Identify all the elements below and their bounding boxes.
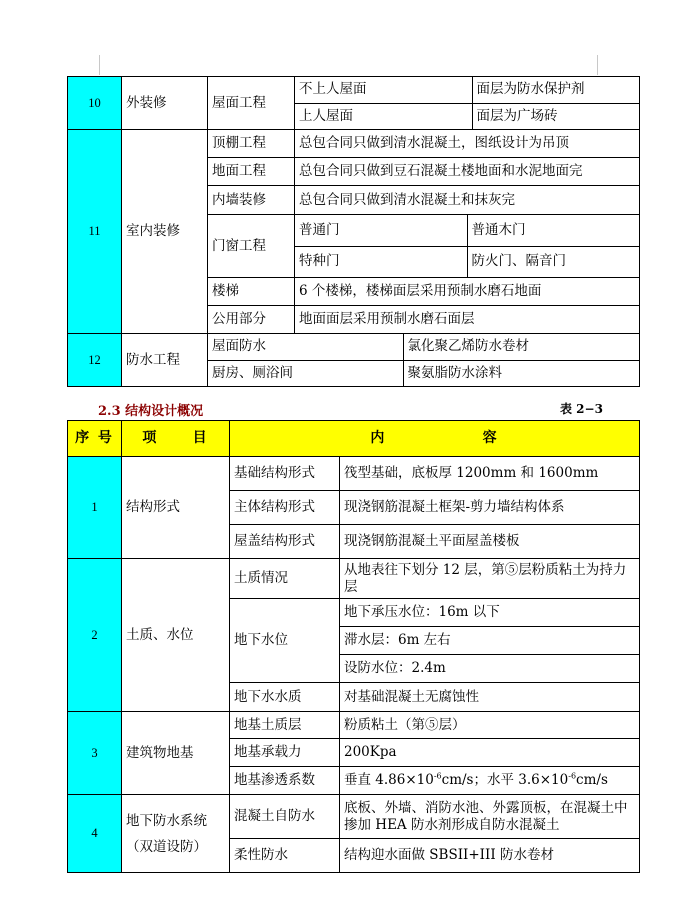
table-number: 表 2−3 <box>560 402 603 416</box>
content-cell: 现浇钢筋混凝土平面屋盖楼板 <box>340 525 640 559</box>
item-label: 结构形式 <box>122 457 230 559</box>
sub-item-label: 地基渗透系数 <box>230 767 340 795</box>
content-cell: 对基础混凝土无腐蚀性 <box>340 683 640 712</box>
sub-item-label: 地基土质层 <box>230 712 340 739</box>
sub-item-label: 地基承载力 <box>230 739 340 767</box>
content-cell: 200Kpa <box>340 739 640 767</box>
structure-table <box>67 420 640 873</box>
sub-item-label: 土质情况 <box>230 559 340 599</box>
content-cell: 不上人屋面 <box>295 77 472 103</box>
margin-mark-right <box>597 55 598 75</box>
sub-item-label: 地面工程 <box>208 158 295 186</box>
content-cell: 普通门 <box>295 215 467 246</box>
content-cell: 地下承压水位：16m 以下 <box>340 599 640 627</box>
content-cell: 特种门 <box>295 246 467 277</box>
content-cell: 地面面层采用预制水磨石面层 <box>295 306 640 334</box>
content-cell: 结构迎水面做 SBSII+III 防水卷材 <box>340 839 640 873</box>
item-label-line2: （双道设防） <box>126 838 207 855</box>
content-cell: 设防水位：2.4m <box>340 655 640 683</box>
row-number: 2 <box>68 559 122 712</box>
section-caption: 2.3 结构设计概况 <box>98 404 204 419</box>
item-label: 防水工程 <box>122 334 208 387</box>
row-number: 10 <box>68 77 122 130</box>
sub-item-label: 内墙装修 <box>208 186 295 215</box>
content-cell: 总包合同只做到清水混凝土和抹灰完 <box>295 186 640 215</box>
row-number: 11 <box>68 130 122 334</box>
sub-item-label: 顶棚工程 <box>208 130 295 158</box>
content-cell: 上人屋面 <box>295 103 472 129</box>
content-cell: 筏型基础，底板厚 1200mm 和 1600mm <box>340 457 640 491</box>
item-label: 室内装修 <box>122 130 208 334</box>
header-item: 项 目 <box>122 421 230 457</box>
item-label: 建筑物地基 <box>122 712 230 795</box>
content-cell: 总包合同只做到清水混凝土，图纸设计为吊顶 <box>295 130 640 158</box>
sub-item-label: 基础结构形式 <box>230 457 340 491</box>
sub-item-label: 门窗工程 <box>208 215 295 278</box>
margin-mark-left <box>99 55 100 75</box>
content-cell: 从地表往下划分 12 层，第⑤层粉质粘土为持力层 <box>340 559 640 599</box>
content-cell: 聚氨脂防水涂料 <box>403 360 639 386</box>
sub-item-label: 屋盖结构形式 <box>230 525 340 559</box>
content-cell: 普通木门 <box>467 215 639 246</box>
content-cell: 粉质粘土（第⑤层） <box>340 712 640 739</box>
header-content: 内 容 <box>230 421 640 457</box>
content-cell: 总包合同只做到豆石混凝土楼地面和水泥地面完 <box>295 158 640 186</box>
content-cell: 面层为广场砖 <box>472 103 639 129</box>
content-cell: 面层为防水保护剂 <box>472 77 639 103</box>
content-cell: 氯化聚乙烯防水卷材 <box>403 334 639 360</box>
content-cell: 滞水层：6m 左右 <box>340 627 640 655</box>
content-cell: 防火门、隔音门 <box>467 246 639 277</box>
row-number: 12 <box>68 334 122 387</box>
sub-item-label: 楼梯 <box>208 278 295 306</box>
content-cell: 6 个楼梯，楼梯面层采用预制水磨石地面 <box>295 278 640 306</box>
sub-item-label: 混凝土自防水 <box>230 795 340 839</box>
item-label <box>122 795 230 873</box>
content-cell: 底板、外墙、消防水池、外露顶板，在混凝土中掺加 HEA 防水剂形成自防水混凝土 <box>340 795 640 839</box>
content-cell: 垂直 $4.86\times 10^{-6}cm/s$；水平 $3.6\times 10^{-6}cm/s$ <box>340 767 640 795</box>
sub-item-label: 柔性防水 <box>230 839 340 873</box>
row-number: 1 <box>68 457 122 559</box>
row-number: 4 <box>68 795 122 873</box>
sub-item-label: 地下水位 <box>230 599 340 683</box>
sub-item-label: 厨房、厕浴间 <box>208 360 403 386</box>
row-number: 3 <box>68 712 122 795</box>
finishing-table <box>67 76 640 387</box>
item-label: 外装修 <box>122 77 208 130</box>
content-cell: 现浇钢筋混凝土框架-剪力墙结构体系 <box>340 491 640 525</box>
item-label: 土质、水位 <box>122 559 230 712</box>
sub-item-label: 地下水水质 <box>230 683 340 712</box>
sub-item-label: 公用部分 <box>208 306 295 334</box>
sub-item-label: 主体结构形式 <box>230 491 340 525</box>
sub-item-label: 屋面防水 <box>208 334 403 360</box>
item-label-line1: 地下防水系统 <box>126 812 207 829</box>
header-no: 序 号 <box>68 421 122 457</box>
sub-item-label: 屋面工程 <box>208 77 295 130</box>
